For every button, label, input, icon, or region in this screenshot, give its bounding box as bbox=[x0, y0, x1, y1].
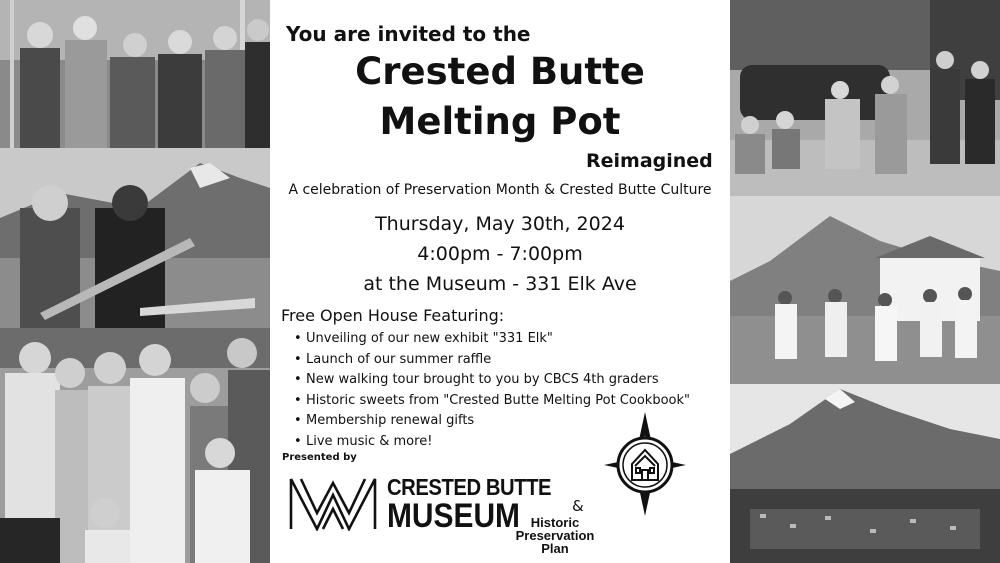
museum-name-line1: CRESTED BUTTE bbox=[387, 474, 552, 500]
event-subtitle: Reimagined bbox=[586, 150, 713, 172]
plan-name-line3: Plan bbox=[541, 541, 569, 556]
list-item: • Historic sweets from "Crested Butte Melting Pot Cookbook" bbox=[294, 391, 690, 412]
photo-dancers-mountain bbox=[730, 196, 1000, 384]
event-date: Thursday, May 30th, 2024 bbox=[375, 213, 625, 235]
intro-text: You are invited to the bbox=[286, 22, 531, 46]
presenters-separator: & bbox=[572, 497, 584, 515]
list-item: • Unveiling of our new exhibit "331 Elk" bbox=[294, 329, 690, 350]
museum-name-line2: MUSEUM bbox=[387, 497, 520, 535]
list-item: • Live music & more! bbox=[294, 432, 690, 453]
photo-guitar-musicians bbox=[0, 148, 270, 328]
event-tagline: A celebration of Preservation Month & Crested Butte Culture bbox=[288, 182, 712, 198]
list-item: • Launch of our summer raffle bbox=[294, 350, 690, 371]
photo-people-by-car bbox=[730, 0, 1000, 196]
list-item: • New walking tour brought to you by CBCS 4th graders bbox=[294, 370, 690, 391]
event-title-line2: Melting Pot bbox=[379, 100, 621, 143]
invitation-panel bbox=[270, 0, 730, 563]
crested-butte-museum-logo-icon bbox=[287, 475, 379, 531]
photo-women-laughing bbox=[0, 328, 270, 563]
list-item: • Membership renewal gifts bbox=[294, 411, 690, 432]
photo-group-outdoors bbox=[0, 0, 270, 148]
photo-town-mountain bbox=[730, 384, 1000, 563]
plan-name-line1: Historic bbox=[530, 515, 580, 530]
event-title-line1: Crested Butte bbox=[355, 50, 645, 93]
plan-name-line2: Preservation bbox=[515, 528, 595, 543]
features-heading: Free Open House Featuring: bbox=[281, 306, 505, 325]
event-venue: at the Museum - 331 Elk Ave bbox=[363, 273, 637, 295]
historic-preservation-compass-icon bbox=[602, 410, 688, 518]
presented-by-label: Presented by bbox=[282, 452, 357, 463]
event-time: 4:00pm - 7:00pm bbox=[417, 243, 583, 265]
